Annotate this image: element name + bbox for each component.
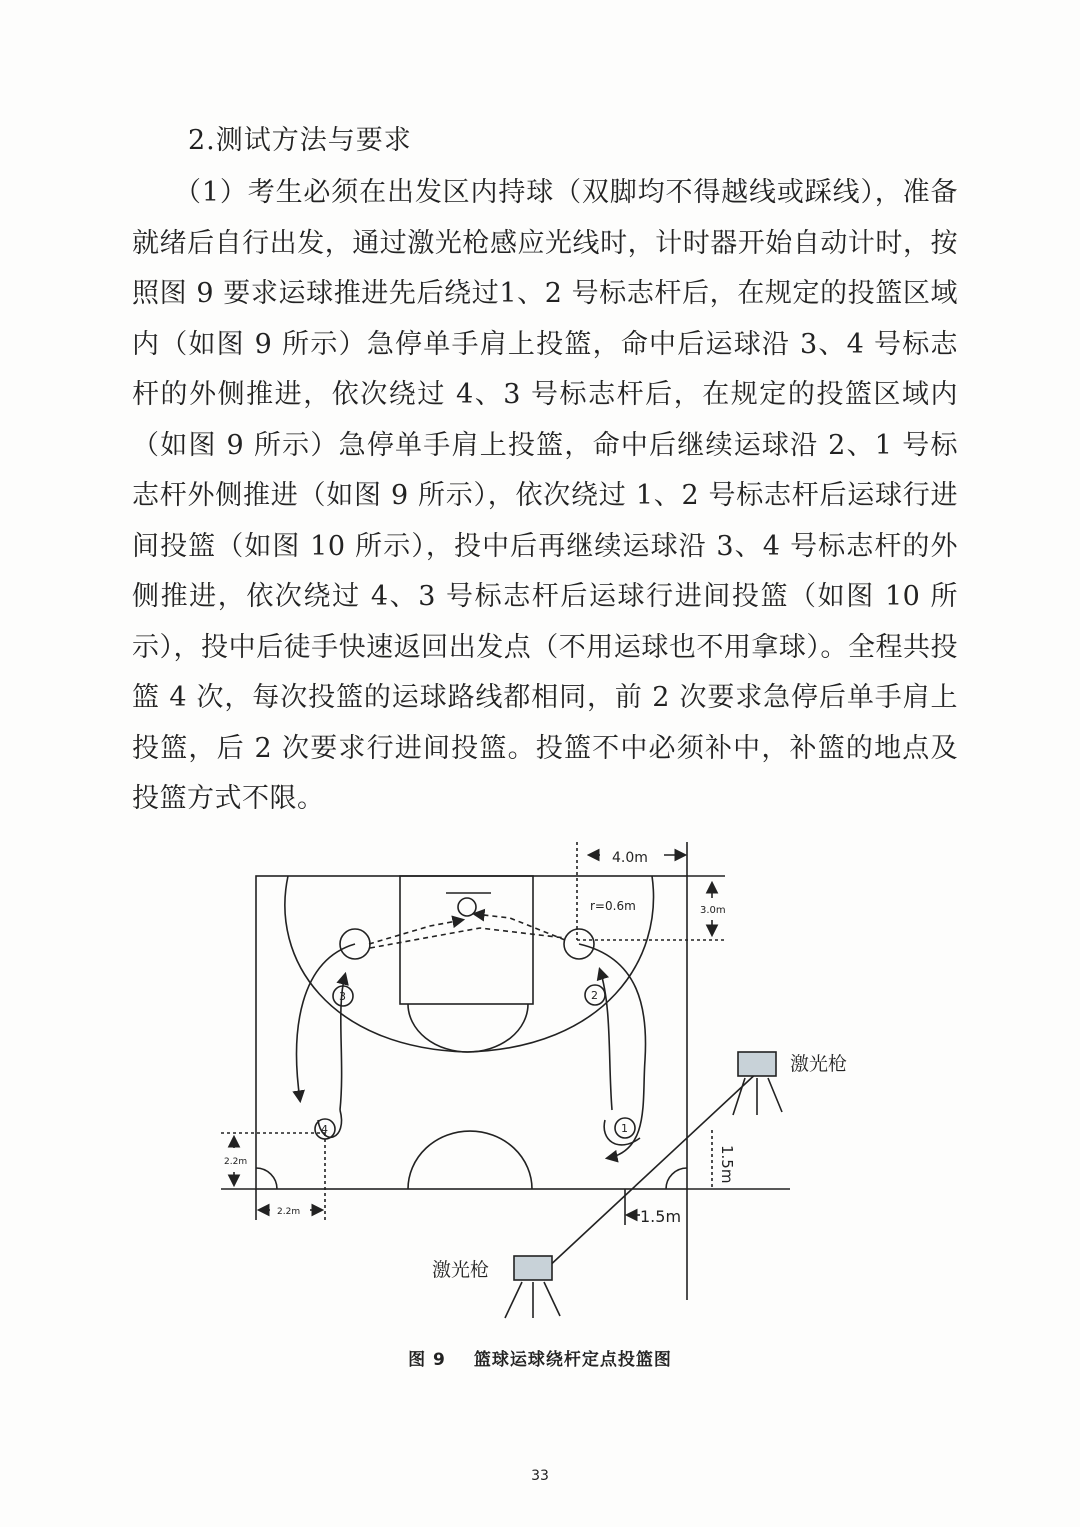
- center-circle: [408, 1131, 532, 1189]
- pole-label-4: 4: [321, 1123, 328, 1136]
- hoop: [458, 898, 476, 916]
- dim-laser-vertical-label: 1.5m: [718, 1145, 736, 1184]
- free-throw-arc: [408, 1004, 528, 1052]
- section-heading: 2.测试方法与要求: [188, 125, 412, 156]
- figure-caption: [0, 1345, 1080, 1370]
- dim-right-label: 3.0m: [700, 905, 726, 916]
- dim-laser-horizontal-label: 1.5m: [640, 1207, 682, 1226]
- free-throw-lane: [400, 876, 533, 1004]
- route-left: [297, 944, 355, 1100]
- figure-title: 篮球运球绕杆定点投篮图: [473, 1350, 672, 1370]
- laser-gun-bottom: [505, 1256, 560, 1318]
- corner-arc-left: [256, 1168, 277, 1189]
- dim-left-vertical-label: 2.2m: [224, 1157, 248, 1167]
- laser-label-bottom: 激光枪: [432, 1259, 490, 1281]
- dim-top-label: 4.0m: [612, 850, 648, 866]
- laser-gun-top: [733, 1052, 782, 1115]
- court-boundary: [256, 876, 687, 1189]
- dim-radius-label: r=0.6m: [590, 899, 636, 913]
- pole-label-1: 1: [621, 1122, 628, 1135]
- corner-arc-right: [666, 1168, 687, 1189]
- figure-number: 图 9: [408, 1350, 446, 1370]
- pole-label-2: 2: [591, 989, 598, 1002]
- dim-left-horizontal-label: 2.2m: [277, 1207, 301, 1217]
- laser-label-top: 激光枪: [790, 1053, 848, 1075]
- page-number: 33: [531, 1468, 549, 1484]
- test-method-paragraph: （1）考生必须在出发区内持球（双脚均不得越线或踩线），准备就绪后自行出发，通过激光枪感应光线时，计时器开始自动计时，按照图 9 要求运球推进先后绕过1、2 号标志杆后，在规定的投篮区域内（如图 9 所示）急停单手肩上投篮，命中后运球沿 3、4 号标志杆的外侧推进，依次绕过 4、3 号标志杆后，在规定的投篮区域内（如图 9 所示）急停单手肩上投篮，命中后继续运球沿 2、1 号标志杆外侧推进（如图 9 所示），依次绕过 1、2 号标志杆后运球行进间投篮（如图 10 所示），投中后再继续运球沿 3、4 号标志杆的外侧推进，依次绕过 4、3 号标志杆后运球行进间投篮（如图 10 所示），投中后徒手快速返回出发点（不用运球也不用拿球）。全程共投篮 4 次，每次投篮的运球路线都相同，前 2 次要求急停后单手肩上投篮，后 2 次要求行进间投篮。投篮不中必须补中，补篮的地点及投篮方式不限。: [132, 177, 958, 814]
- pole-label-3: 3: [339, 990, 346, 1003]
